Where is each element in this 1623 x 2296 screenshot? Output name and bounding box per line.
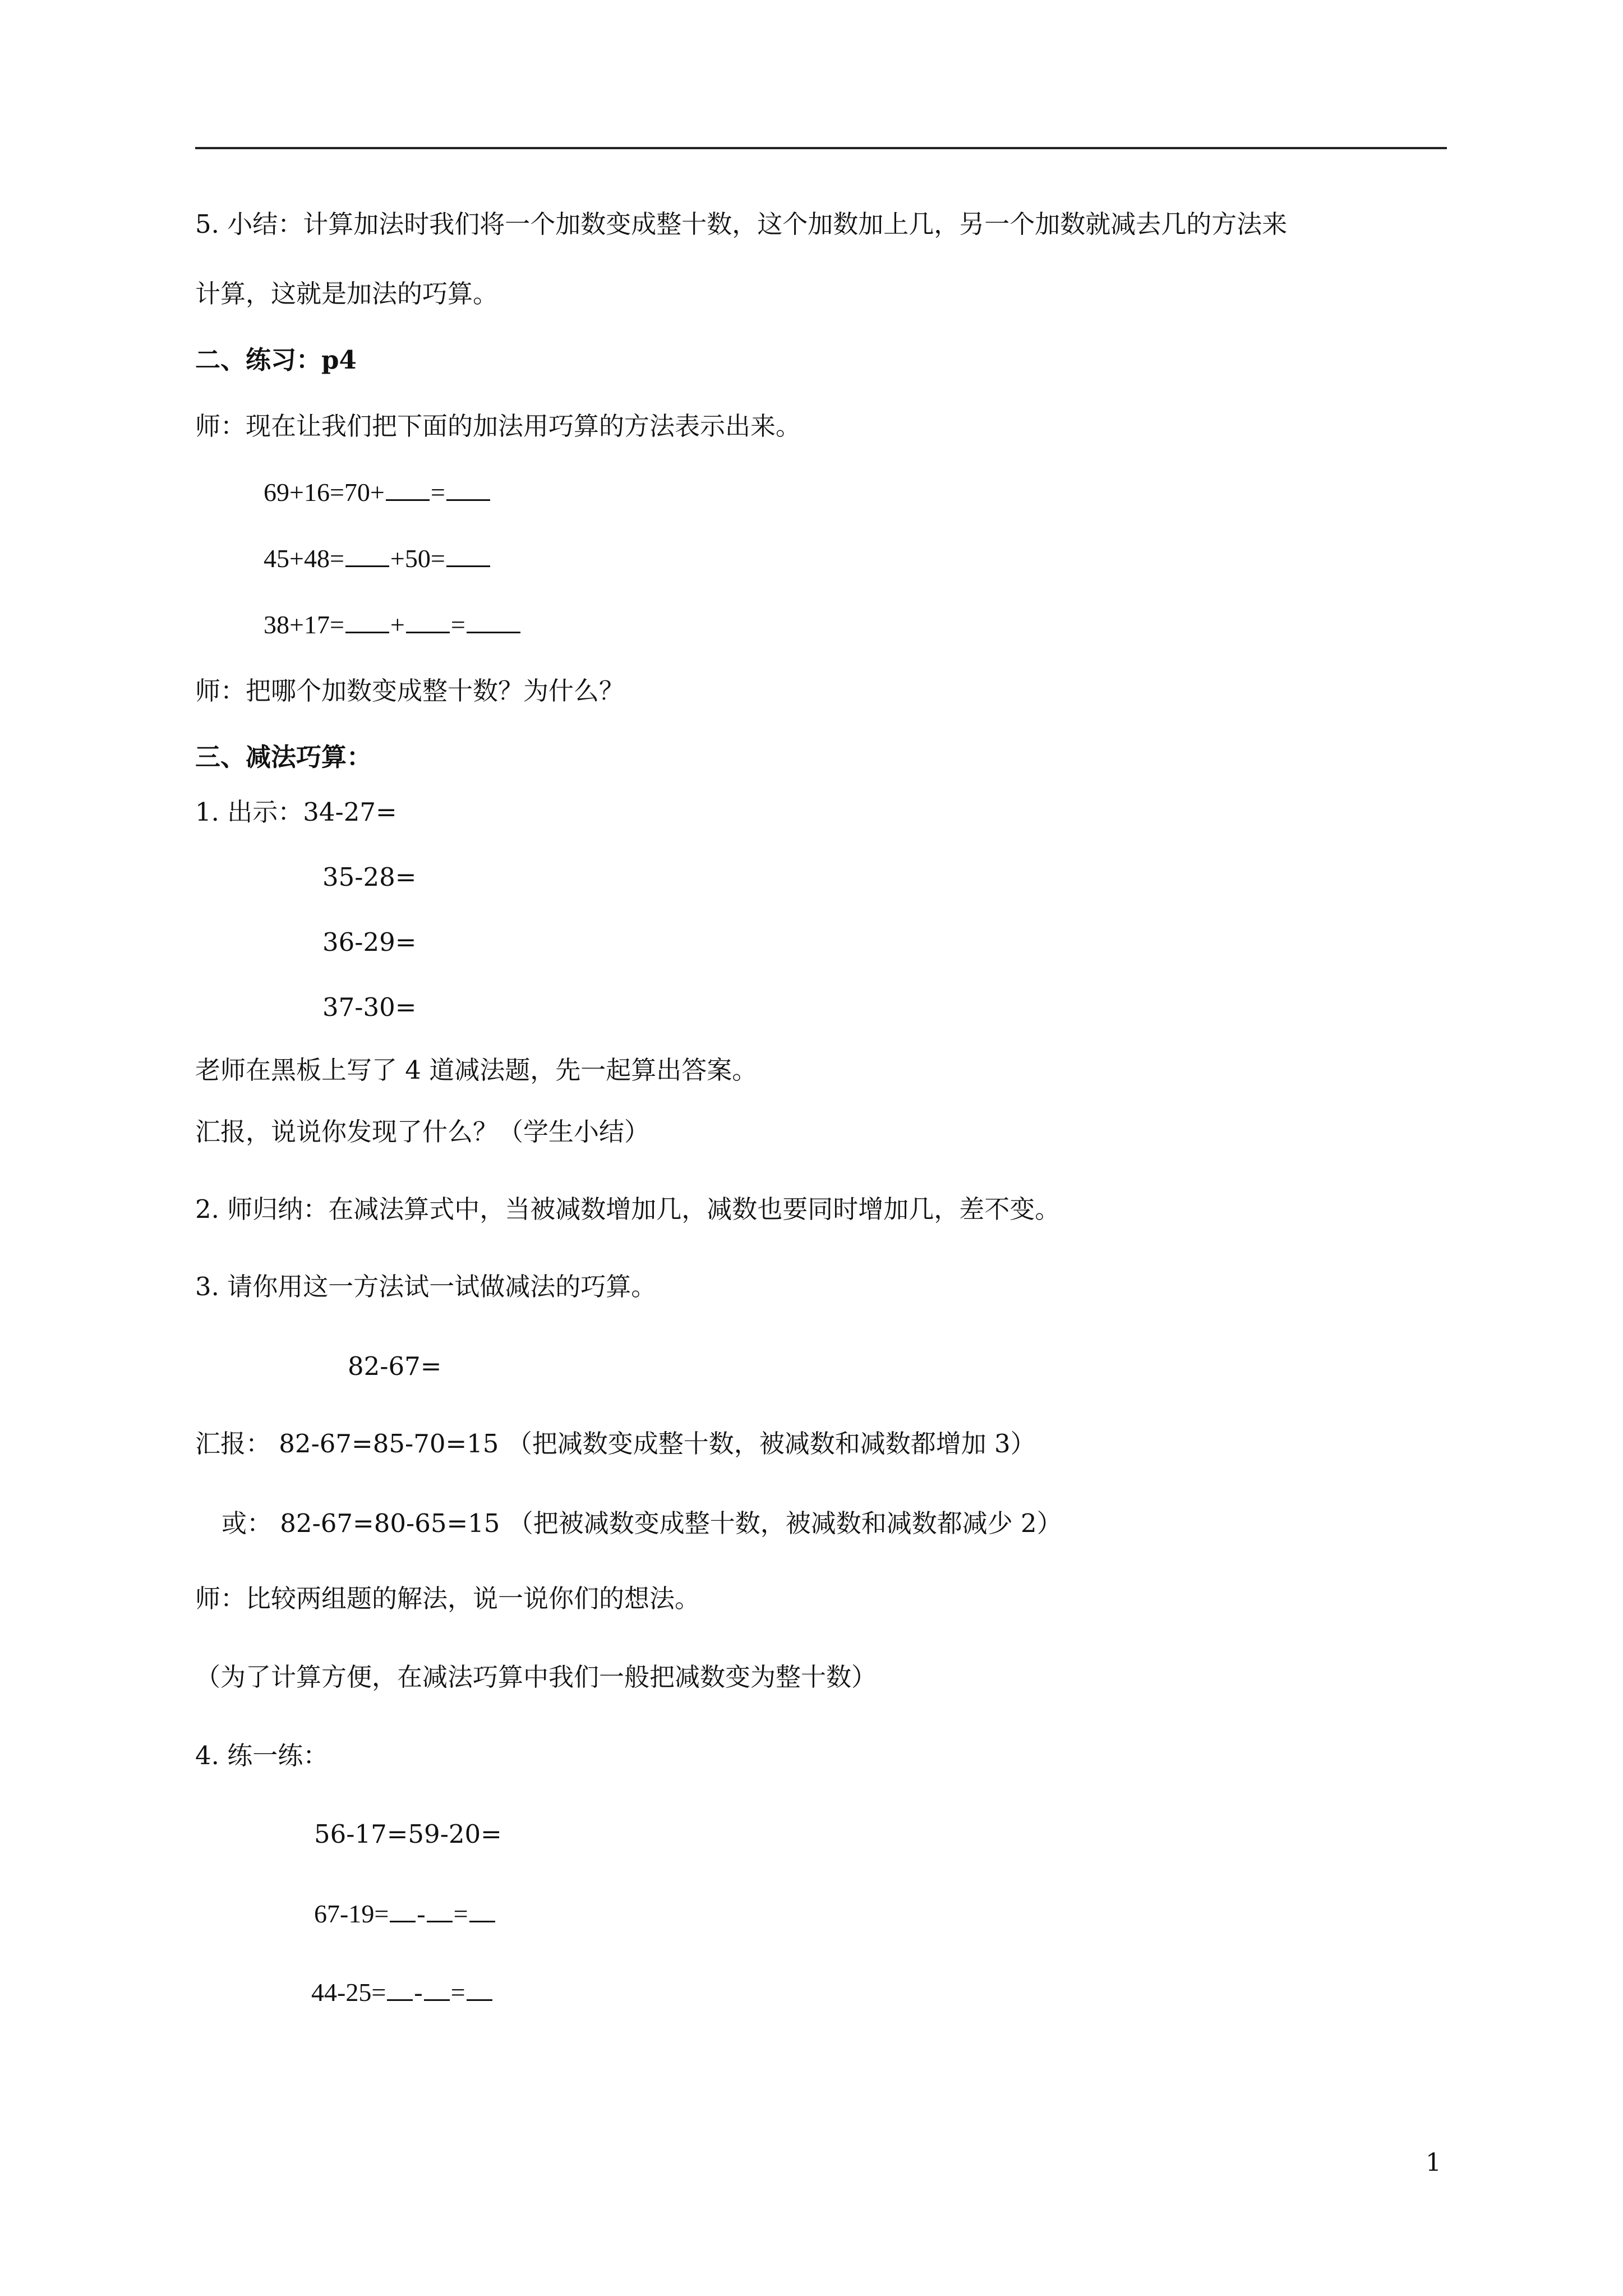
equation-3-part-a: 38+17= (264, 610, 344, 639)
equation-3-part-b: + (390, 610, 405, 639)
subtraction-problem: 37-30= (322, 992, 417, 1022)
equation-3 (264, 608, 522, 642)
teacher-line-2: 师：把哪个加数变成整十数？为什么？ (195, 676, 625, 706)
teacher-note: 老师在黑板上写了 4 道减法题，先一起算出答案。 (195, 1055, 758, 1085)
equation-1-part-a: 69+16=70+ (264, 478, 385, 507)
equation-4-part-c: = (453, 1899, 468, 1928)
practice-equation-2 (314, 1897, 496, 1931)
answer-blank (386, 477, 430, 501)
answer-blank (427, 1898, 453, 1922)
section-heading-subtraction: 三、减法巧算： (195, 742, 372, 772)
subtraction-problem: 36-29= (322, 927, 417, 957)
section-heading-practice: 二、练习：p4 (195, 345, 357, 375)
summary-line-2: 计算，这就是加法的巧算。 (195, 279, 499, 309)
example-problem: 82-67= (348, 1351, 442, 1381)
answer-blank (469, 1898, 495, 1922)
report-method-1: 汇报： 82-67=85-70=15 （把减数变成整十数，被减数和减数都增加 3） (195, 1429, 1036, 1458)
equation-1 (264, 476, 491, 509)
report-method-2: 或： 82-67=80-65=15 （把被减数变成整十数，被减数和减数都减少 2） (222, 1508, 1062, 1538)
page-number: 1 (1426, 2148, 1441, 2177)
answer-blank (446, 543, 490, 567)
item-4-practice: 4. 练一练： (195, 1741, 329, 1770)
item-3-instruction: 3. 请你用这一方法试一试做减法的巧算。 (195, 1272, 657, 1301)
answer-blank (387, 1977, 413, 2001)
answer-blank (424, 1977, 450, 2001)
report-prompt: 汇报，说说你发现了什么？（学生小结） (195, 1117, 650, 1147)
teacher-compare: 师：比较两组题的解法，说一说你们的想法。 (195, 1584, 700, 1613)
item-2-summary: 2. 师归纳：在减法算式中，当被减数增加几，减数也要同时增加几，差不变。 (195, 1194, 1061, 1224)
answer-blank (467, 609, 520, 633)
practice-equation-3 (311, 1976, 494, 2009)
equation-2-part-a: 45+48= (264, 544, 344, 573)
practice-equation-1: 56-17=59-20= (314, 1819, 502, 1849)
equation-4-part-b: - (417, 1899, 426, 1928)
answer-blank (390, 1898, 416, 1922)
item-1-show: 1. 出示：34-27= (195, 797, 397, 827)
note-paren: （为了计算方便，在减法巧算中我们一般把减数变为整十数） (195, 1662, 877, 1692)
equation-4-part-a: 67-19= (314, 1899, 389, 1928)
equation-2 (264, 542, 491, 576)
answer-blank (345, 543, 389, 567)
answer-blank (446, 477, 490, 501)
header-rule (195, 147, 1447, 149)
equation-5-part-a: 44-25= (311, 1978, 386, 2007)
answer-blank (406, 609, 450, 633)
equation-5-part-b: - (414, 1978, 423, 2007)
summary-line-1: 5. 小结：计算加法时我们将一个加数变成整十数，这个加数加上几，另一个加数就减去几的方法来 (195, 209, 1288, 239)
equation-2-part-b: +50= (390, 544, 445, 573)
teacher-line-1: 师：现在让我们把下面的加法用巧算的方法表示出来。 (195, 411, 801, 441)
answer-blank (467, 1977, 492, 2001)
equation-1-part-b: = (430, 478, 445, 507)
subtraction-problem: 35-28= (322, 862, 417, 892)
equation-3-part-c: = (450, 610, 465, 639)
answer-blank (345, 609, 389, 633)
equation-5-part-c: = (450, 1978, 465, 2007)
